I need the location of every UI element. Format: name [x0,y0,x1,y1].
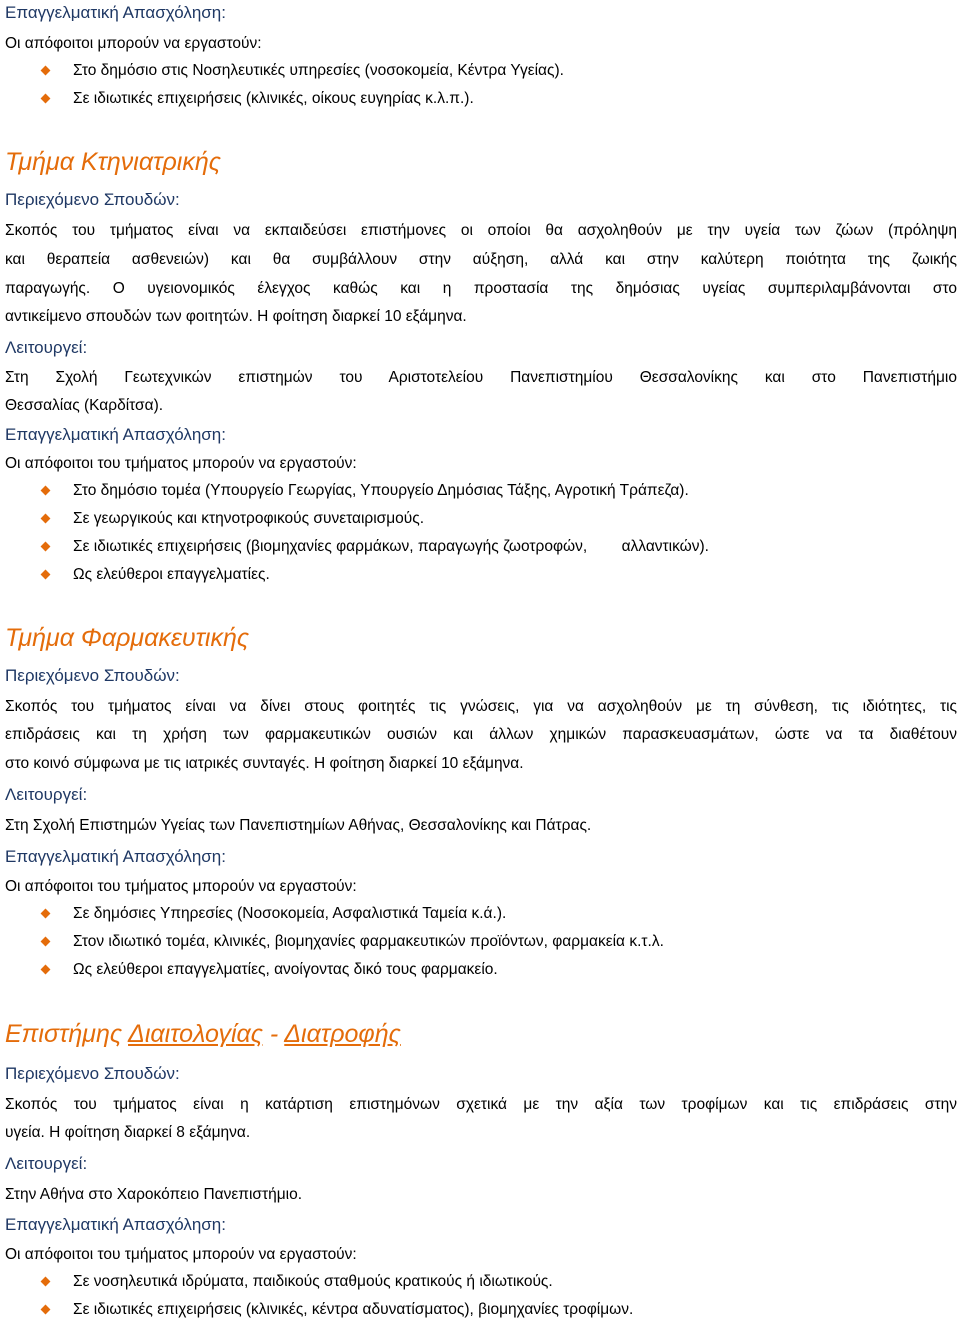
employment-heading: Επαγγελματική Απασχόληση: [5,3,226,22]
diamond-bullet-icon [41,542,50,551]
list-item: Στο δημόσιο τομέα (Υπουργείο Γεωργίας, Υπουργείο Δημόσιας Τάξης, Αγροτική Τράπεζα). [73,482,689,499]
operates-heading: Λειτουργεί: [5,785,88,804]
diamond-bullet-icon [41,514,50,523]
diamond-bullet-icon [41,94,50,103]
title-part: Επιστήμης [5,1020,129,1048]
paragraph-line: επιδράσεις και τη χρήση των φαρμακευτικών ουσιών και άλλων χημικών παρασκευασμάτων, ώστε να τα διαθέτουν [5,726,957,743]
section-title-veterinary: Τμήμα Κτηνιατρικής [5,148,221,176]
content-heading: Περιεχόμενο Σπουδών: [5,190,180,209]
employment-intro: Οι απόφοιτοι του τμήματος μπορούν να εργαστούν: [5,1246,357,1263]
operates-heading: Λειτουργεί: [5,338,88,357]
diamond-bullet-icon [41,965,50,974]
paragraph-line: αντικείμενο σπουδών των φοιτητών. Η φοίτηση διαρκεί 10 εξάμηνα. [5,308,467,325]
section-title-dietetics [5,1018,401,1050]
list-item: Σε ιδιωτικές επιχειρήσεις (βιομηχανίες φαρμάκων, παραγωγής ζωοτροφών, αλλαντικών). [73,538,709,555]
list-item: Ως ελεύθεροι επαγγελματίες, ανοίγοντας δικό τους φαρμακείο. [73,961,498,978]
list-item: Σε δημόσιες Υπηρεσίες (Νοσοκομεία, Ασφαλιστικά Ταμεία κ.ά.). [73,905,507,922]
employment-intro: Οι απόφοιτοι του τμήματος μπορούν να εργαστούν: [5,878,357,895]
list-item: Στο δημόσιο στις Νοσηλευτικές υπηρεσίες (νοσοκομεία, Κέντρα Υγείας). [73,62,564,79]
employment-intro: Οι απόφοιτοι μπορούν να εργαστούν: [5,35,262,52]
list-item: Σε νοσηλευτικά ιδρύματα, παιδικούς σταθμούς κρατικούς ή ιδιωτικούς. [73,1273,553,1290]
title-part: Διατροφής [284,1020,401,1048]
paragraph-line: και θεραπεία ασθενειών) και θα συμβάλλουν στην αύξηση, αλλά και στην καλύτερη ποιότητα της ζωικής [5,251,957,268]
paragraph-line: Στη Σχολή Επιστημών Υγείας των Πανεπιστημίων Αθήνας, Θεσσαλονίκης και Πάτρας. [5,817,592,834]
employment-heading: Επαγγελματική Απασχόληση: [5,1215,226,1234]
diamond-bullet-icon [41,1305,50,1314]
content-heading: Περιεχόμενο Σπουδών: [5,666,180,685]
diamond-bullet-icon [41,1277,50,1286]
title-part: - [262,1020,285,1048]
paragraph-line: Σκοπός του τμήματος είναι η κατάρτιση επιστημόνων σχετικά με την αξία των τροφίμων και τις επιδράσεις στην [5,1096,957,1113]
paragraph-line: Θεσσαλίας (Καρδίτσα). [5,397,164,414]
employment-intro: Οι απόφοιτοι του τμήματος μπορούν να εργαστούν: [5,455,357,472]
diamond-bullet-icon [41,570,50,579]
paragraph-line: Στην Αθήνα στο Χαροκόπειο Πανεπιστήμιο. [5,1186,303,1203]
list-item: Στον ιδιωτικό τομέα, κλινικές, βιομηχανίες φαρμακευτικών προϊόντων, φαρμακεία κ.τ.λ. [73,933,664,950]
section-title-pharmacy: Τμήμα Φαρμακευτικής [5,624,250,652]
employment-heading: Επαγγελματική Απασχόληση: [5,847,226,866]
list-item: Σε ιδιωτικές επιχειρήσεις (κλινικές, οίκους ευγηρίας κ.λ.π.). [73,90,474,107]
paragraph-line: στο κοινό σύμφωνα με τις ιατρικές συνταγές. Η φοίτηση διαρκεί 10 εξάμηνα. [5,755,524,772]
paragraph-line: Σκοπός του τμήματος είναι να δίνει στους φοιτητές τις γνώσεις, για να ασχοληθούν με τη σύνθεση, τις ιδιότητες, τις [5,698,957,715]
title-part: Διαιτολογίας [128,1020,263,1048]
diamond-bullet-icon [41,937,50,946]
list-item: Σε γεωργικούς και κτηνοτροφικούς συνεταιρισμούς. [73,510,425,527]
diamond-bullet-icon [41,909,50,918]
content-heading: Περιεχόμενο Σπουδών: [5,1064,180,1083]
list-item: Σε ιδιωτικές επιχειρήσεις (κλινικές, κέντρα αδυνατίσματος), βιομηχανίες τροφίμων. [73,1301,634,1318]
paragraph-line: παραγωγής. Ο υγειονομικός έλεγχος καθώς και η προστασία της δημόσιας υγείας συμπεριλαμβάνονται στο [5,280,957,297]
diamond-bullet-icon [41,486,50,495]
diamond-bullet-icon [41,66,50,75]
list-item: Ως ελεύθεροι επαγγελματίες. [73,566,270,583]
paragraph-line: Στη Σχολή Γεωτεχνικών επιστημών του Αριστοτελείου Πανεπιστημίου Θεσσαλονίκης και στο Πανεπιστήμιο [5,369,957,386]
operates-heading: Λειτουργεί: [5,1154,88,1173]
paragraph-line: υγεία. Η φοίτηση διαρκεί 8 εξάμηνα. [5,1124,251,1141]
employment-heading: Επαγγελματική Απασχόληση: [5,425,226,444]
paragraph-line: Σκοπός του τμήματος είναι να εκπαιδεύσει επιστήμονες οι οποίοι θα ασχοληθούν με την υγεία των ζώων (πρόληψη [5,222,957,239]
